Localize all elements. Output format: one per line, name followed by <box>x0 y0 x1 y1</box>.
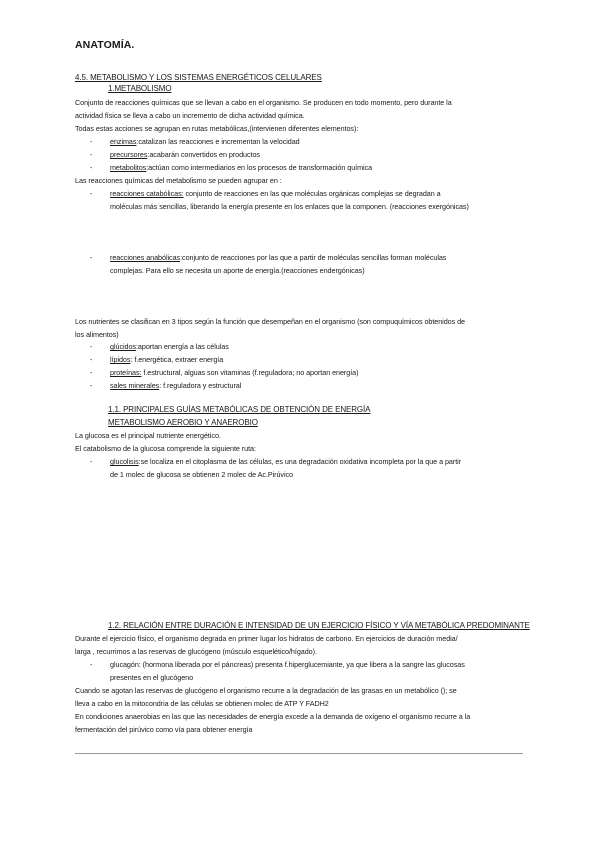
list-item <box>110 137 300 146</box>
page-header: ANATOMÍA. <box>75 39 135 51</box>
list-text: f.estructural, alguas son vitaminas (f.reguladora; no aportan energía) <box>141 368 359 377</box>
bullet-dash: - <box>90 355 93 364</box>
list-text: :acabarán convertidos en productos <box>147 150 260 159</box>
list-item <box>110 189 441 198</box>
list-term: metabolitos <box>110 163 147 172</box>
list-term: glúcidos <box>110 342 136 351</box>
bullet-dash: - <box>90 457 93 466</box>
paragraph-line: fermentación del pirúvico como vía para obtener energía <box>75 725 253 734</box>
bullet-dash: - <box>90 253 93 262</box>
paragraph-line: larga , recurrimos a las reservas de glucógeno (músculo esquelético/hígado). <box>75 647 317 656</box>
list-term: proteínas: <box>110 368 142 377</box>
subsection-aerobio-anaerobio: METABOLISMO AEROBIO Y ANAEROBIO <box>108 418 258 427</box>
footer-divider <box>75 753 523 754</box>
list-text: : f.reguladora y estructural <box>159 381 242 390</box>
list-text: :se localiza en el citoplasma de las células, es una degradación oxidativa incompleta por la que a partir <box>138 457 462 466</box>
list-item-continuation: moléculas más sencillas, liberando la energía presente en los enlaces que la componen. (reacciones exergónicas) <box>110 202 469 211</box>
paragraph-line: La glucosa es el principal nutriente energético. <box>75 431 221 440</box>
subsection-metabolismo: 1.METABOLISMO <box>108 84 172 93</box>
paragraph-line: actividad física se lleva a cabo un incremento de dicha actividad química. <box>75 111 305 120</box>
list-item <box>110 150 260 159</box>
list-term: lípidos <box>110 355 131 364</box>
list-term: precursores <box>110 150 148 159</box>
list-item-continuation: de 1 molec de glucosa se obtienen 2 molec de Ac.Pirúvico <box>110 470 293 479</box>
paragraph-line: En condiciones anaerobias en las que las necesidades de energía excede a la demanda de oxígeno el organismo recurre a la <box>75 712 471 721</box>
paragraph-line: los alimentos) <box>75 330 119 339</box>
list-item <box>110 355 223 364</box>
list-text: :conjunto de reacciones por las que a partir de moléculas sencillas forman moléculas <box>180 253 447 262</box>
list-item <box>110 457 461 466</box>
list-term: sales minerales <box>110 381 160 390</box>
list-item <box>110 253 446 262</box>
section-title: 4.5. METABOLISMO Y LOS SISTEMAS ENERGÉTICOS CELULARES <box>75 73 322 82</box>
paragraph-line: Conjunto de reacciones químicas que se llevan a cabo en el organismo. Se producen en todo momento, pero durante la <box>75 98 452 107</box>
paragraph-line: Los nutrientes se clasifican en 3 tipos según la función que desempeñan en el organismo (son compuquímicos obtenidos de <box>75 317 466 326</box>
list-item: glucagón: (hormona liberada por el páncreas) presenta f.hiperglucemiante, ya que libera a la sangre las glucosas <box>110 660 465 669</box>
paragraph-line: Las reacciones químicas del metabolismo se pueden agrupar en : <box>75 176 282 185</box>
bullet-dash: - <box>90 368 93 377</box>
list-text: :actúan como intermediarios en los procesos de transformación química <box>146 163 373 172</box>
bullet-dash: - <box>90 189 93 198</box>
list-item-continuation: presentes en el glucógeno <box>110 673 194 682</box>
bullet-dash: - <box>90 660 93 669</box>
subsection-guias-metabolicas: 1.1. PRINCIPALES GUÍAS METABÓLICAS DE OBTENCIÓN DE ENERGÍA <box>108 405 371 414</box>
list-item <box>110 368 358 377</box>
list-item <box>110 163 372 172</box>
list-text: conjunto de reacciones en las que moléculas orgánicas complejas se degradan a <box>183 189 441 198</box>
paragraph-line: Durante el ejercicio físico, el organismo degrada en primer lugar los hidratos de carbono. En ejercicios de duración media/ <box>75 634 458 643</box>
bullet-dash: - <box>90 381 93 390</box>
list-term: glucolisis <box>110 457 139 466</box>
paragraph-line: Cuando se agotan las reservas de glucógeno el organismo recurre a la degradación de las grasas en un metabólico (); se <box>75 686 457 695</box>
list-text: :aportan energía a las células <box>135 342 229 351</box>
paragraph-line: Todas estas acciones se agrupan en rutas metabólicas,(intervienen diferentes elementos): <box>75 124 359 133</box>
bullet-dash: - <box>90 342 93 351</box>
list-term: enzimas <box>110 137 137 146</box>
list-text: :catalizan las reacciones e incrementan la velocidad <box>136 137 300 146</box>
list-text: : f.energética, extraer energía <box>130 355 224 364</box>
list-item <box>110 342 229 351</box>
subsection-duracion-intensidad: 1.2. RELACIÓN ENTRE DURACIÓN E INTENSIDAD DE UN EJERCICIO FÍSICO Y VÍA METABÓLICA PREDOMINANTE <box>108 621 530 630</box>
list-item <box>110 381 241 390</box>
list-term: reacciones anabólicas <box>110 253 181 262</box>
paragraph-line: lleva a cabo en la mitocondria de las células se obtienen molec de ATP Y FADH2 <box>75 699 329 708</box>
list-term: reacciones catabólicas: <box>110 189 184 198</box>
bullet-dash: - <box>90 137 93 146</box>
list-item-continuation: complejas. Para ello se necesita un aporte de energía.(reacciones endergónicas) <box>110 266 365 275</box>
bullet-dash: - <box>90 163 93 172</box>
bullet-dash: - <box>90 150 93 159</box>
paragraph-line: El catabolismo de la glucosa comprende la siguiente ruta: <box>75 444 256 453</box>
